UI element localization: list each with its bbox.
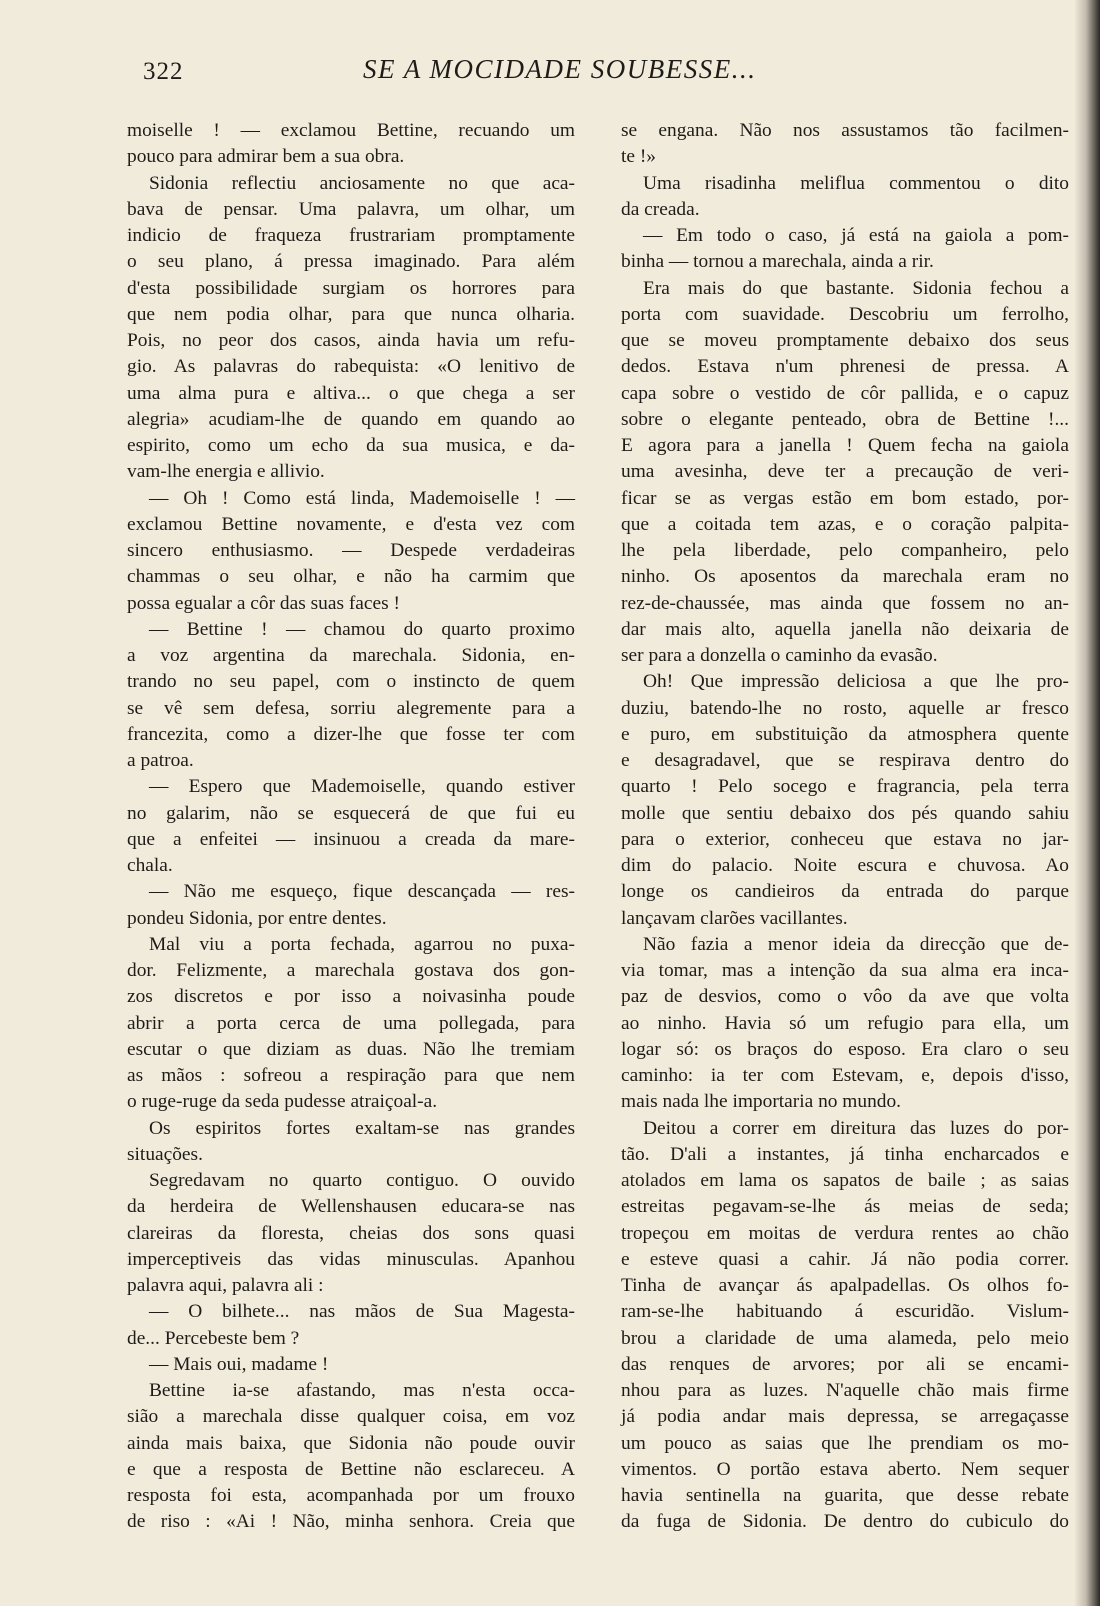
text-line: estreitas pegavam-se-lhe ás meias de seda; bbox=[621, 1196, 1069, 1218]
text-line: possa egualar a côr das suas faces ! bbox=[127, 592, 400, 614]
text-line: sincero enthusiasmo. — Despede verdadeiras bbox=[127, 540, 575, 561]
text-line: sobre o elegante penteado, obra de Bettine !... bbox=[621, 408, 1069, 430]
text-line: para o exterior, conheceu que estava no jar- bbox=[621, 828, 1069, 850]
text-line: Os espiritos fortes exaltam-se nas grandes bbox=[149, 1117, 575, 1139]
text-line: que a enfeitei — insinuou a creada da mare- bbox=[127, 828, 575, 850]
text-line: das renques de arvores; por ali se encami- bbox=[621, 1353, 1069, 1375]
text-line: te !» bbox=[621, 146, 656, 168]
text-line: indicio de fraqueza frustrariam promptamente bbox=[127, 225, 575, 246]
text-line: tropeçou em moitas de verdura rentes ao chão bbox=[621, 1222, 1069, 1244]
text-line: ser para a donzella o caminho da evasão. bbox=[621, 645, 938, 666]
text-line: abrir a porta cerca de uma pollegada, para bbox=[127, 1012, 575, 1034]
text-line: capa sobre o vestido de côr pallida, e o capuz bbox=[621, 382, 1069, 404]
text-line: escutar o que diziam as duas. Não lhe tremiam bbox=[127, 1038, 575, 1060]
text-line: Era mais do que bastante. Sidonia fechou a bbox=[643, 277, 1069, 299]
text-line: chammas o seu olhar, e não ha carmim que bbox=[127, 566, 575, 588]
text-line: — Em todo o caso, já está na gaiola a pom- bbox=[643, 225, 1069, 246]
text-line: a voz argentina da marechala. Sidonia, en- bbox=[127, 645, 575, 666]
text-line: via tomar, mas a intenção da sua alma era inca- bbox=[621, 960, 1069, 981]
text-line: — Não me esqueço, fique descançada — res- bbox=[149, 881, 575, 903]
text-line: espirito, como um echo da sua musica, e da- bbox=[127, 435, 575, 456]
text-line: dim do palacio. Noite escura e chuvosa. Ao bbox=[621, 855, 1069, 876]
text-line: longe os candieiros da entrada do parque bbox=[621, 881, 1069, 903]
text-line: Pois, no peor dos casos, ainda havia um refu- bbox=[127, 330, 575, 351]
text-line: ficar se as vergas estão em bom estado, por- bbox=[621, 487, 1069, 509]
text-line: — Mais oui, madame ! bbox=[149, 1353, 329, 1375]
text-line: paz de desvios, como o vôo da ave que volta bbox=[621, 986, 1069, 1008]
text-line: atolados em lama os sapatos de baile ; as saias bbox=[621, 1170, 1069, 1191]
text-line: havia sentinella na guarita, que desse rebate bbox=[621, 1485, 1069, 1506]
running-title: SE A MOCIDADE SOUBESSE... bbox=[363, 54, 757, 84]
text-line: o ruge-ruge da seda pudesse atraiçoal-a. bbox=[127, 1091, 438, 1113]
text-line: d'esta possibilidade surgiam os horrores para bbox=[127, 277, 575, 299]
text-line: Não fazia a menor ideia da direcção que de- bbox=[643, 933, 1069, 955]
text-line: Tinha de avançar ás apalpadellas. Os olhos fo- bbox=[621, 1275, 1069, 1296]
text-line: E agora para a janella ! Quem fecha na gaiola bbox=[621, 435, 1069, 456]
text-line: que se moveu promptamente debaixo dos seus bbox=[621, 330, 1069, 351]
text-line: situações. bbox=[127, 1143, 203, 1165]
text-line: o seu plano, á pressa imaginado. Para além bbox=[127, 251, 575, 273]
text-line: ao ninho. Havia só um refugio para ella, um bbox=[621, 1012, 1069, 1034]
text-line: — Bettine ! — chamou do quarto proximo bbox=[149, 618, 575, 640]
text-line: ninho. Os aposentos da marechala eram no bbox=[621, 566, 1069, 588]
text-line: caminho: ia ter com Estevam, e, depois d'isso, bbox=[621, 1065, 1069, 1086]
text-line: zos discretos e por isso a noivasinha poude bbox=[127, 986, 575, 1008]
text-line: chala. bbox=[127, 855, 173, 876]
text-line: lhe pela liberdade, pelo companheiro, pelo bbox=[621, 540, 1069, 561]
text-line: Deitou a correr em direitura das luzes do por- bbox=[643, 1117, 1069, 1139]
text-line: que a coitada tem azas, e o coração palpita- bbox=[621, 513, 1069, 535]
text-line: molle que sentiu debaixo dos pés quando sahiu bbox=[621, 802, 1069, 824]
text-line: vimentos. O portão estava aberto. Nem sequer bbox=[621, 1458, 1069, 1480]
text-line: se engana. Não nos assustamos tão facilmen- bbox=[621, 120, 1069, 141]
text-line: e puro, em substituição da atmosphera quente bbox=[621, 723, 1069, 745]
page-number: 322 bbox=[143, 58, 184, 85]
text-line: palavra aqui, palavra ali : bbox=[127, 1275, 324, 1296]
text-line: exclamou Bettine novamente, e d'esta vez com bbox=[127, 513, 575, 535]
text-line: uma avesinha, deve ter a precaução de veri- bbox=[621, 461, 1069, 483]
text-line: binha — tornou a marechala, ainda a rir. bbox=[621, 251, 934, 273]
text-line: trando no seu papel, com o instincto de quem bbox=[127, 671, 575, 693]
text-line: vam-lhe energia e allivio. bbox=[127, 461, 325, 483]
text-line: porta com suavidade. Descobriu um ferrolho, bbox=[621, 303, 1069, 325]
text-line: já podia andar mais depressa, se arregaçasse bbox=[621, 1406, 1069, 1428]
text-line: dar mais alto, aquella janella não deixaria de bbox=[621, 618, 1069, 640]
text-line: — Oh ! Como está linda, Mademoiselle ! — bbox=[149, 487, 575, 509]
text-line: bava de pensar. Uma palavra, um olhar, um bbox=[127, 198, 575, 220]
text-line: tão. D'ali a instantes, já tinha encharcados e bbox=[621, 1143, 1069, 1165]
text-line: lançavam clarões vacillantes. bbox=[621, 907, 848, 929]
text-line: francezita, como a dizer-lhe que fosse ter com bbox=[127, 723, 575, 745]
text-line: gio. As palavras do rabequista: «O lenitivo de bbox=[127, 356, 575, 378]
text-line: a patroa. bbox=[127, 750, 194, 771]
text-line: nhou para as luzes. N'aquelle chão mais firme bbox=[621, 1380, 1069, 1401]
text-line: de riso : «Ai ! Não, minha senhora. Creia que bbox=[127, 1511, 575, 1533]
text-line: logar só: os braços do esposo. Era claro o seu bbox=[621, 1038, 1069, 1060]
text-line: rez-de-chaussée, mas ainda que fossem no an- bbox=[621, 592, 1069, 614]
text-line: dedos. Estava n'um phrenesi de pressa. A bbox=[621, 356, 1069, 378]
page-header bbox=[143, 54, 1023, 94]
text-line: uma alma pura e altiva... o que chega a ser bbox=[127, 382, 575, 404]
text-line: Mal viu a porta fechada, agarrou no puxa- bbox=[149, 933, 575, 955]
text-line: da creada. bbox=[621, 198, 700, 220]
text-line: se vê sem defesa, sorriu alegremente para a bbox=[127, 697, 575, 719]
text-line: brou a claridade de uma alameda, pelo meio bbox=[621, 1327, 1069, 1349]
text-line: que nem podia olhar, para que nunca olharia. bbox=[127, 303, 575, 325]
text-line: Segredavam no quarto contiguo. O ouvido bbox=[149, 1170, 575, 1191]
text-column-left bbox=[127, 118, 575, 1536]
text-line: imperceptiveis das vidas minusculas. Apanhou bbox=[127, 1248, 575, 1270]
text-line: pondeu Sidonia, por entre dentes. bbox=[127, 907, 387, 929]
text-line: clareiras da floresta, cheias dos sons quasi bbox=[127, 1222, 575, 1244]
text-line: Oh! Que impressão deliciosa a que lhe pro- bbox=[643, 671, 1069, 693]
text-line: sião a marechala disse qualquer coisa, em voz bbox=[127, 1406, 575, 1428]
text-line: de... Percebeste bem ? bbox=[127, 1327, 300, 1349]
text-line: e desagradavel, que se respirava dentro do bbox=[621, 750, 1069, 771]
text-line: ainda mais baixa, que Sidonia não poude ouvir bbox=[127, 1432, 575, 1454]
text-line: Uma risadinha meliflua commentou o dito bbox=[643, 172, 1069, 194]
text-column-right bbox=[621, 118, 1069, 1536]
text-line: quarto ! Pelo socego e fragrancia, pela terra bbox=[621, 776, 1069, 798]
text-line: Sidonia reflectiu anciosamente no que aca- bbox=[149, 172, 575, 194]
text-line: alegria» acudiam-lhe de quando em quando ao bbox=[127, 408, 575, 430]
text-line: — Espero que Mademoiselle, quando estiver bbox=[149, 776, 575, 798]
text-line: pouco para admirar bem a sua obra. bbox=[127, 146, 405, 168]
text-line: moiselle ! — exclamou Bettine, recuando um bbox=[127, 120, 575, 141]
text-line: no galarim, não se esquecerá de que fui eu bbox=[127, 802, 575, 824]
text-line: dor. Felizmente, a marechala gostava dos gon- bbox=[127, 960, 575, 981]
text-line: da fuga de Sidonia. De dentro do cubiculo do bbox=[621, 1511, 1069, 1533]
text-line: um pouco as saias que lhe prendiam os mo- bbox=[621, 1432, 1069, 1454]
text-line: e esteve quasi a cahir. Já não podia correr. bbox=[621, 1248, 1069, 1270]
text-line: mais nada lhe importaria no mundo. bbox=[621, 1091, 902, 1113]
text-line: as mãos : sofreou a respiração para que nem bbox=[127, 1065, 575, 1086]
text-line: Bettine ia-se afastando, mas n'esta occa- bbox=[149, 1380, 575, 1401]
text-line: resposta foi esta, acompanhada por um frouxo bbox=[127, 1485, 575, 1506]
text-line: ram-se-lhe habituando á escuridão. Vislum- bbox=[621, 1301, 1069, 1323]
page-edge-shadow bbox=[1074, 0, 1100, 1606]
text-line: duziu, batendo-lhe no rosto, aquelle ar fresco bbox=[621, 697, 1069, 719]
text-line: da herdeira de Wellenshausen educara-se nas bbox=[127, 1196, 575, 1218]
text-line: e que a resposta de Bettine não esclareceu. A bbox=[127, 1458, 575, 1480]
text-line: — O bilhete... nas mãos de Sua Magesta- bbox=[149, 1301, 575, 1323]
